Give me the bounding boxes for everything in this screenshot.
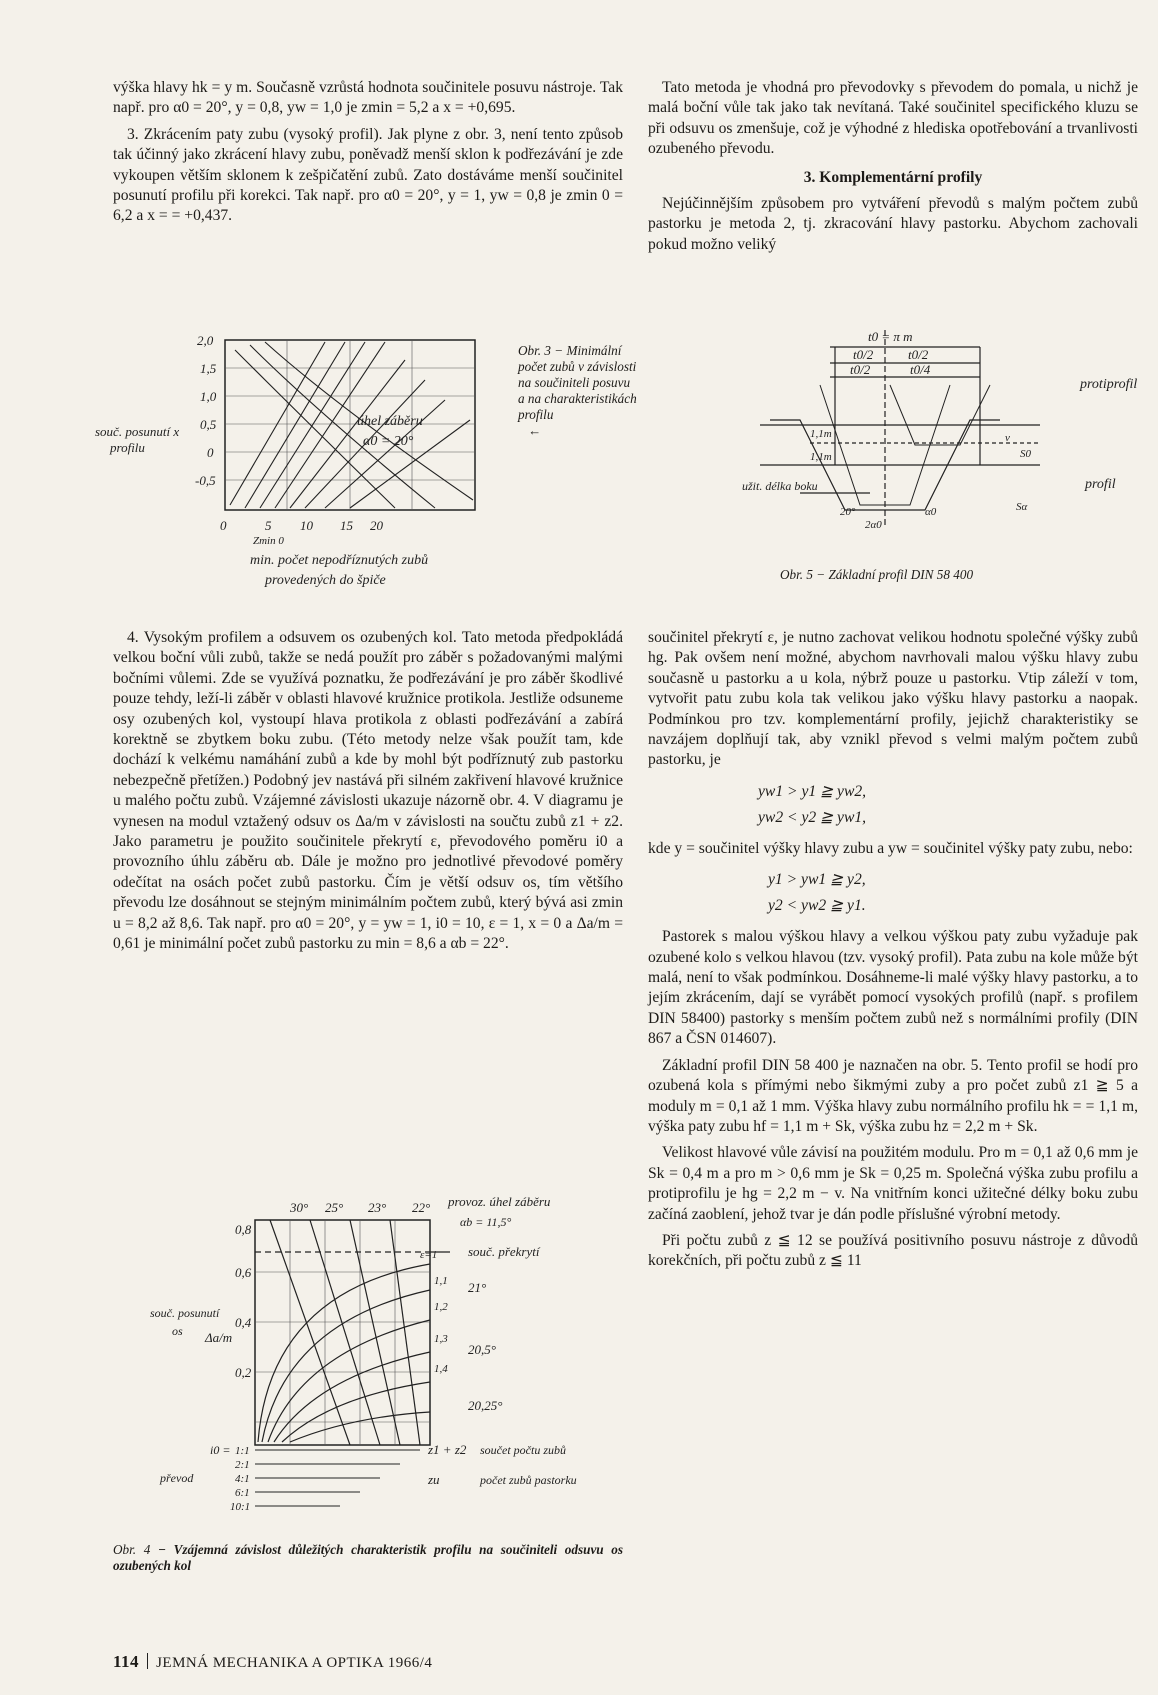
fig5-top-formula: t0 = π m [868, 329, 913, 344]
left-paragraph-2: 3. Zkrácením paty zubu (vysoký profil). Jak plyne z obr. 3, není tento způsob tak účinný jako zkrácení hlavy zubu, poněvadž menší sklon k podřezávání je zde vykoupen větším sklonem k zešpičatění zubů. Zato dostáváme menší součinitel posunutí profilu při korekci. Tak např. pro α0 = 20°, y = 1, yw = 0,8 je zmin 0 = 6,2 a x = = +0,437. [113, 125, 623, 225]
fig3-x-sub: Zmin 0 [253, 535, 284, 547]
fig5-dim-2: v [1005, 432, 1010, 444]
fig4-eps-1: 1,1 [434, 1275, 448, 1287]
fig3-ytick-5: -0,5 [195, 473, 216, 488]
fig5-protiprofil: protiprofil [1080, 377, 1138, 392]
fig3-xtick-2: 10 [300, 518, 313, 533]
fig4-eps-2: 1,2 [434, 1301, 448, 1313]
fig4-alpha-label: αb = 11,5° [460, 1215, 512, 1229]
fig3-ylabel-1: souč. posunutí x [95, 424, 180, 439]
figure-4-caption-text: − Vzájemná závislost důležitých charakteristik profilu na součiniteli odsuvu os ozubených kol [113, 1542, 623, 1573]
footer-separator [147, 1653, 148, 1669]
fig5-profil: profil [1085, 477, 1116, 492]
fig5-dim-5: α0 [925, 506, 937, 518]
right-paragraph-2: Nejúčinnějším způsobem pro vytváření převodů s malým počtem zubů pastorku je metoda 2, tj. zkracování hlavy pastorku. Abychom zachovali pokud možno veliký [648, 195, 1138, 253]
fig4-eps-label: souč. překrytí [468, 1244, 540, 1259]
fig4-right-angle-2: 20,25° [468, 1398, 503, 1413]
fig4-ytick-1: 0,6 [235, 1265, 252, 1280]
fig3-ytick-4: 0 [207, 445, 214, 460]
fig3-angle-label: úhel záběru [357, 414, 423, 429]
fig4-sum-desc: součet počtu zubů [480, 1443, 566, 1457]
fig4-right-angle-0: 21° [468, 1280, 487, 1295]
fig3-angle-value: α0 = 20° [363, 434, 414, 449]
fig5-half-1: t0/2 [853, 347, 874, 362]
fig4-ytick-0: 0,8 [235, 1222, 252, 1237]
fig3-xlabel-2: provedených do špiče [265, 573, 386, 588]
fig4-zu-label: zu [428, 1472, 440, 1487]
figure-4 [150, 1192, 620, 1542]
figure-5 [660, 325, 1140, 545]
fig5-uzit: užit. délka boku [742, 479, 818, 493]
right-paragraph-6: Základní profil DIN 58 400 je naznačen na obr. 5. Tento profil se hodí pro ozubená kola s přímými nebo šikmými zuby a pro počet zubů z1 ≧ 5 a moduly m = 0,1 až 1 mm. Výška hlavy zubu normálního profilu hk = = 1,1 m, výška paty zubu hf = 1,1 m + Sk, výška zubu hz = 2,2 m + Sk. [648, 1056, 1138, 1135]
right-column-upper [648, 78, 1138, 255]
fig4-eps-3: 1,3 [434, 1333, 448, 1345]
fig4-ylabel-2: os [172, 1324, 183, 1338]
fig5-dim-3: S0 [1020, 448, 1031, 460]
fig3-xlabel-1: min. počet nepodříznutých zubů [250, 553, 429, 568]
fig5-dim-6: 20° [840, 506, 856, 518]
equation-1a: yw1 > y1 ≧ yw2, [758, 782, 867, 800]
fig5-quarter-2: t0/4 [910, 362, 931, 377]
figure-4-caption-num: Obr. 4 [113, 1542, 151, 1557]
page-number: 114 [113, 1652, 140, 1671]
fig3-ytick-2: 1,0 [200, 389, 217, 404]
fig4-ratio-2: 4:1 [235, 1473, 250, 1485]
figure-4-caption [113, 1542, 623, 1574]
fig4-ytick-3: 0,2 [235, 1365, 252, 1380]
fig3-xtick-0: 0 [220, 518, 227, 533]
right-paragraph-4: kde y = součinitel výšky hlavy zubu a yw = součinitel výšky paty zubu, nebo: [648, 839, 1133, 857]
fig4-ylabel-3: Δa/m [205, 1330, 233, 1345]
fig4-sum-label: z1 + z2 [428, 1442, 467, 1457]
fig5-dim-7: Sα [1016, 501, 1028, 513]
fig4-top-angle-1: 25° [325, 1200, 344, 1215]
fig4-ratio-1: 2:1 [235, 1459, 250, 1471]
fig5-quarter-1: t0/2 [850, 362, 871, 377]
right-paragraph-1: Tato metoda je vhodná pro převodovky s převodem do pomala, u nichž je malá boční vůle tak jako tak nevítaná. Také součinitel specifického kluzu se při odsuvu os zmenšuje, což je výhodné z hlediska opotřebování a trvanlivosti ozubeného převodu. [648, 79, 1138, 158]
figure-3-caption-arrow: ← [528, 423, 542, 438]
fig5-half-2: t0/2 [908, 347, 929, 362]
equation-1b: yw2 < y2 ≧ yw1, [758, 808, 867, 826]
fig4-top-angle-2: 23° [368, 1200, 387, 1215]
page-footer [113, 1652, 432, 1672]
fig5-dim-0: 1,1m [810, 428, 832, 440]
right-paragraph-7: Velikost hlavové vůle závisí na použitém modulu. Pro m = 0,1 až 0,6 mm je Sk = 0,4 m a pro m > 0,6 mm je Sk = 0,25 m. Společná výška zubu profilu a protiprofilu je hg = 2,2 m − v. Na vnitřním konci užitečné délky boku zubu začíná zaoblení, jehož tvar je dán podle příslušné výrobní metody. [648, 1144, 1138, 1223]
equation-block-2 [768, 867, 1138, 919]
figure-5-drawing [660, 325, 1140, 540]
fig4-right-angle-1: 20,5° [468, 1342, 496, 1357]
right-paragraph-3: součinitel překrytí ε, je nutno zachovat velikou hodnotu společné výšky zubů hg. Pak ovšem není možné, abychom navrhovali malou výšku hlavy zubu současně u pastorku a u kola, nýbrž pouze u pastorku. Vtip záleží v tom, vytvořit patu zubu kola tak velikou jako výšku hlavy pastorku a naopak. Podmínkou pro tzv. komplementární profily, jejichž charakteristiky se navzájem doplňují tak, aby vznikl převod s velmi malým počtem zubů pastorku, je [648, 629, 1138, 769]
fig3-ytick-3: 0,5 [200, 417, 217, 432]
fig3-xtick-1: 5 [265, 518, 272, 533]
fig4-top-angle-0: 30° [290, 1200, 309, 1215]
right-column-lower [648, 628, 1138, 1272]
equation-2a: y1 > yw1 ≧ y2, [768, 871, 866, 889]
fig4-zu-desc: počet zubů pastorku [480, 1473, 577, 1487]
fig4-eps-0: ε=1 [420, 1249, 438, 1261]
figure-5-caption: Obr. 5 − Základní profil DIN 58 400 [780, 567, 974, 582]
fig4-top-angle-3: 22° [412, 1200, 431, 1215]
fig4-ytick-2: 0,4 [235, 1315, 252, 1330]
fig3-xtick-4: 20 [370, 518, 383, 533]
fig3-xtick-3: 15 [340, 518, 353, 533]
figure-3-caption [518, 343, 638, 439]
fig4-eps-4: 1,4 [434, 1363, 448, 1375]
section-heading: 3. Komplementární profily [803, 168, 983, 186]
equation-2b: y2 < yw2 ≧ y1. [768, 897, 866, 915]
figure-3-caption-text: Obr. 3 − Minimální počet zubů v závislosti na součiniteli posuvu a na charakteristikách profilu [518, 343, 637, 422]
fig3-ytick-1: 1,5 [200, 361, 217, 376]
fig3-ytick-0: 2,0 [197, 333, 214, 348]
left-column [113, 78, 623, 227]
fig4-ylabel-1: souč. posunutí [150, 1306, 220, 1320]
fig4-ratio-label: převod [160, 1471, 194, 1485]
left-paragraph-3: 4. Vysokým profilem a odsuvem os ozubených kol. Tato metoda předpokládá velkou boční vůli zubů, takže se nedá použít pro záběr s požadovanými malými bočními vůlemi. Zde se využívá poznatku, že podřezávání je pro záběr škodlivé pouze tehdy, leží-li záběr v oblasti hlavové kružnice protikola. Jestliže odsuneme osy ozubených kol, vystoupí hlava protikola z oblasti podřezávání a zabírá korektně se zbytkem boku zubu. (Této metody nelze však použít tam, kde dochází k velkému namáhání zubů a kde by mohl být podříznutý zub pastorku nebezpečně přetížen.) Podobný jev nastává při silném zakřivení hlavové kružnice u malého počtu zubů. Vzájemné závislosti ukazuje názorně obr. 4. V diagramu je vynesen na modul vztažený odsuv os Δa/m v závislosti na součtu zubů z1 + z2. Jako parametru je použito součinitele překrytí ε, převodového poměru i0 a provozního úhlu záběru αb. Dále je možno pro jednotlivé převodové poměry odečítat na osách počet zubů pastorku. Čím je větší odsuv os, tím většího převodu lze dosáhnout se stejným minimálním počtem zubů, který bývá asi zmin u = 8,2 až 8,6. Tak např. pro α0 = 20°, y = yw = 1, i0 = 10, ε = 1, x = 0 a Δa/m = 0,61 je minimální počet zubů pastorku zu min = 8,6 a αb = 22°. [113, 629, 623, 953]
fig4-top-label: provoz. úhel záběru [448, 1194, 551, 1209]
fig5-dim-4: 2α0 [865, 519, 882, 531]
right-paragraph-8: Při počtu zubů z ≦ 12 se používá positivního posuvu nástroje z důvodů korekčních, při počtu zubů z ≦ 11 [648, 1231, 1138, 1270]
left-paragraph-1: výška hlavy hk = y m. Současně vzrůstá hodnota součinitele posuvu nástroje. Tak např. pro α0 = 20°, y = 0,8, yw = 1,0 je zmin = 5,2 a x = +0,695. [113, 79, 623, 117]
fig4-ratio-4: 10:1 [230, 1501, 251, 1513]
fig5-dim-1: 1,1m [810, 451, 832, 463]
journal-name: JEMNÁ MECHANIKA A OPTIKA 1966/4 [156, 1655, 433, 1671]
equation-block-1 [758, 779, 1138, 831]
fig4-ratio-head: i0 = [210, 1443, 231, 1457]
fig3-ylabel-2: profilu [110, 440, 145, 455]
left-column-lower [113, 628, 623, 955]
fig4-ratio-0: 1:1 [235, 1445, 250, 1457]
figure-4-plot [150, 1192, 620, 1542]
right-paragraph-5: Pastorek s malou výškou hlavy a velkou výškou paty zubu vyžaduje pak ozubené kolo s velkou hlavou (tzv. vysoký profil). Pata zubu na kole může být malá, není to však podmínkou. Dosáhneme-li malé výšky hlavy pastorku, a to jejím zkrácením, dají se vyrábět pomocí vysokých profilů (např. s profilem DIN 58400) pastorky s menším počtem zubů než s normálními profily (DIN 867 a ČSN 014607). [648, 928, 1138, 1048]
fig4-ratio-3: 6:1 [235, 1487, 250, 1499]
